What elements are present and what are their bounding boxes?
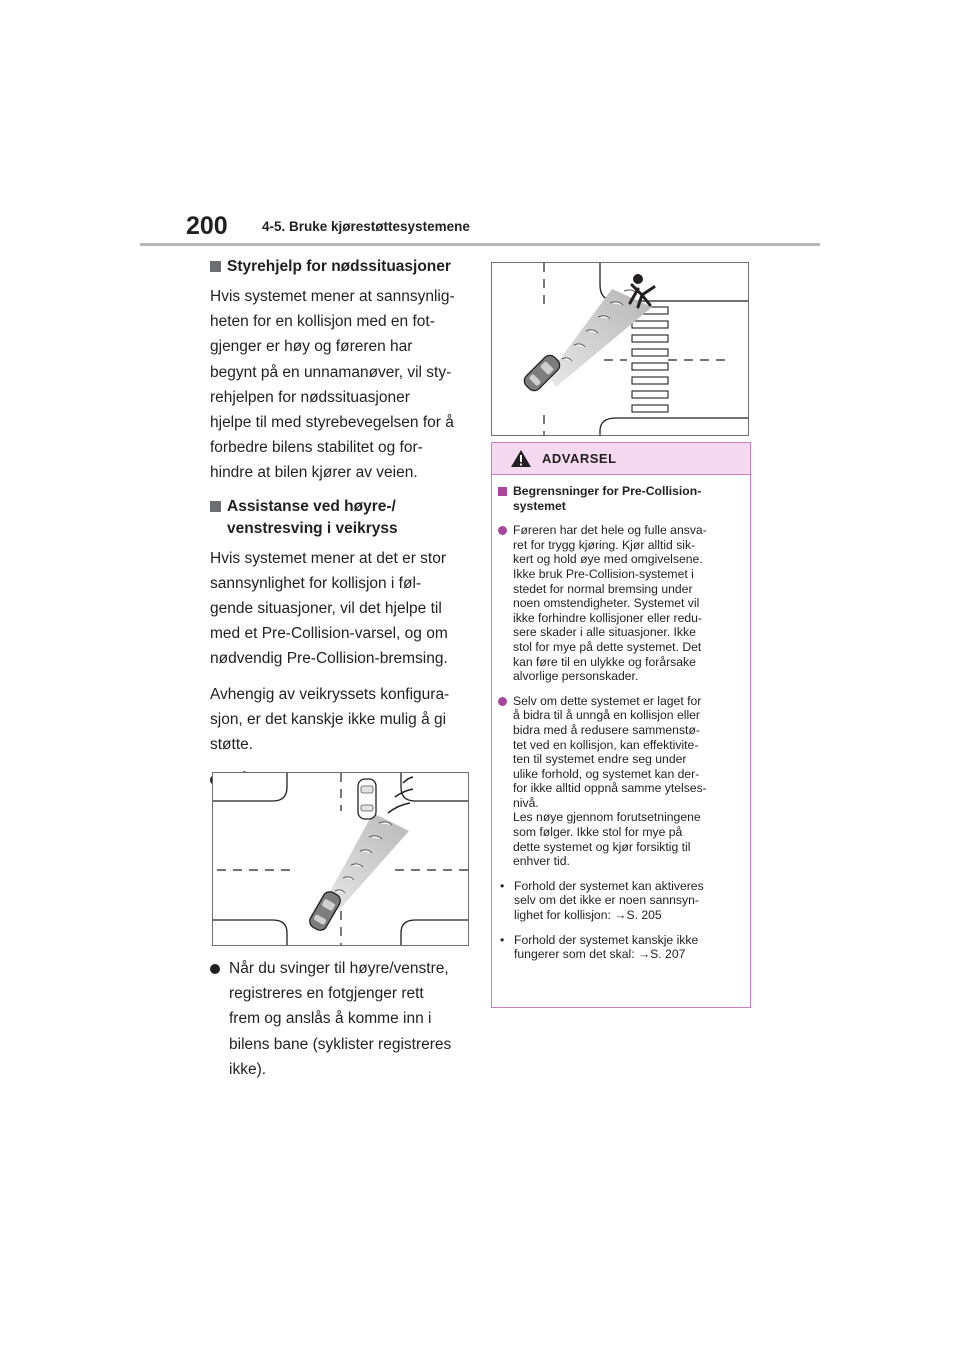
paragraph-emergency-steering: Hvis systemet mener at sannsynlig- heten for en kollisjon med en fot- gjenger er høy og føreren har begynt på en unnamanøver, vil sty- rehjelpen for nødssituasjoner hjelpe til med styrebevegelsen for å forbedre bilens stabilitet og for- hindre at bilen kjører av veien. <box>210 288 455 482</box>
bullet-dot-icon <box>498 526 507 535</box>
warning-ref-malfunction: • Forhold der systemet kanskje ikke fungerer som det skal: →S. 207 <box>500 932 699 962</box>
warning-box <box>491 442 751 1008</box>
arrow-right-icon: → <box>637 947 651 962</box>
pedestrian-crossing-illustration <box>491 262 749 436</box>
square-bullet-icon <box>210 261 221 272</box>
left-column-lower <box>210 950 472 1092</box>
warning-ref-activation: • Forhold der systemet kan aktiveres selv om det ikke er noen sannsyn- lighet for kollisjon: →S. 205 <box>500 878 704 923</box>
left-column <box>210 256 472 853</box>
warning-item-effectiveness: Selv om dette systemet er laget for å bidra til å unngå en kollisjon eller bidra med å redusere sammenstø- tet ved en kollisjon, kan effektivite- ten til systemet endre seg under ulike forhold, og systemet kan der- for ikke alltid oppnå samme ytelses- nivå. Les nøye gjennom forutsetningene som følger. Ikke stol for mye på dette systemet og kjør forsiktig til enhver tid. <box>498 694 742 869</box>
intersection-oncoming-car-illustration <box>212 772 469 946</box>
warning-subtitle: Begrensninger for Pre-Collision- systemet <box>498 484 742 513</box>
bullet-dot-icon <box>498 697 507 706</box>
warning-item-responsibility: Føreren har det hele og fulle ansva- ret for trygg kjøring. Kjør alltid sik- kert og hold øye med omgivelsene. Ikke bruk Pre-Collision-systemet i stedet for normal bremsing under noen omstendigheter. Systemet vil ikke forhindre kollisjoner eller redu- sere skader i alle situasjoner. Ikke stol for mye på dette systemet. Det kan føre til en ulykke og forårsake alvorlige personskader. <box>498 523 742 684</box>
warning-triangle-icon <box>510 449 532 468</box>
page-link-205[interactable]: S. 205 <box>626 908 662 923</box>
warning-body <box>492 475 750 962</box>
paragraph-configuration-note: Avhengig av veikryssets konfigura- sjon, er det kanskje ikke mulig å gi støtte. <box>210 685 450 754</box>
warning-header <box>492 443 750 475</box>
header-divider <box>140 243 820 246</box>
square-bullet-icon <box>498 487 507 496</box>
paragraph-intersection-assist: Hvis systemet mener at det er stor sannsynlighet for kollisjon i føl- gende situasjoner, vil det hjelpe til med et Pre-Collision-varsel, og om nødvendig Pre-Collision-bremsing. <box>210 549 448 668</box>
arrow-right-icon: → <box>614 908 627 923</box>
bullet-dot-icon: • <box>500 932 505 947</box>
page-link-207[interactable]: S. 207 <box>650 947 686 962</box>
bullet-dot-icon <box>210 964 220 974</box>
list-item-pedestrian: Når du svinger til høyre/venstre, registreres en fotgjenger rett frem og anslås å komme inn i bilens bane (syklister registreres ikke). <box>210 956 472 1082</box>
section-heading-intersection-assist: Assistanse ved høyre-/ venstresving i veikryss <box>210 496 472 540</box>
page-number: 200 <box>186 212 228 240</box>
bullet-dot-icon: • <box>500 878 505 893</box>
warning-title: ADVARSEL <box>542 451 617 466</box>
section-heading-emergency-steering: Styrehjelp for nødssituasjoner <box>210 256 472 278</box>
square-bullet-icon <box>210 501 221 512</box>
chapter-title: 4-5. Bruke kjørestøttesystemene <box>262 219 470 234</box>
